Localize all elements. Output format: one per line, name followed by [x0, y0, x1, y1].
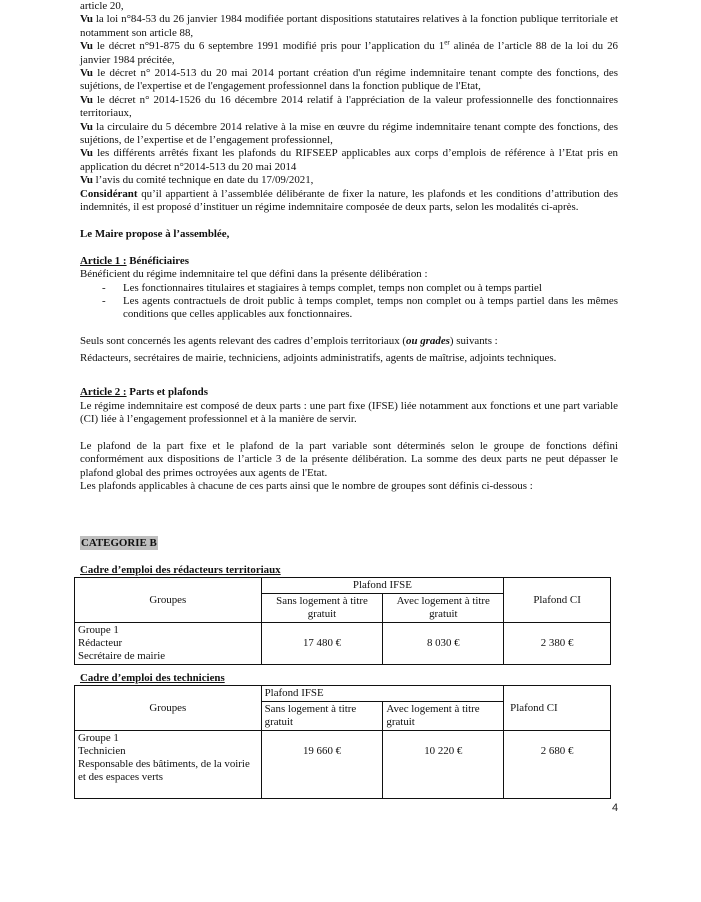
concerned-agents: Seuls sont concernés les agents relevant des cadres d’emplois territoriaux (ou grades) suivants :: [80, 335, 498, 348]
table-1-caption: Cadre d’emploi des rédacteurs territoriaux: [80, 564, 281, 576]
beneficiaries-list: [80, 282, 618, 322]
category-b-highlight: CATEGORIE B: [81, 537, 157, 549]
header-plafond-ifse: Plafond IFSE: [261, 578, 504, 594]
preamble-vu-decret-2014-1526: Vu le décret n° 2014-1526 du 16 décembre 2014 relatif à l'appréciation de la valeur professionnelle des fonctionnaires territoriaux,: [80, 93, 618, 120]
article-2-heading: Article 2 : Parts et plafonds: [80, 386, 208, 399]
preamble-vu-decret-2014-513: Vu le décret n° 2014-513 du 20 mai 2014 portant création d'un régime indemnitaire tenant compte des fonctions, des sujétions, de l'expertise et de l'engagement professionnel dans la fonction publique de l'Etat,: [80, 67, 618, 93]
header-groupes: Groupes: [75, 686, 262, 731]
list-item: - Les agents contractuels de droit public à temps complet, temps non complet ou à temps partiel dans les mêmes conditions que celles applicables aux fonctionnaires.: [102, 294, 618, 321]
techniciens-table: [74, 685, 611, 799]
preamble-vu-circulaire: Vu la circulaire du 5 décembre 2014 relative à la mise en œuvre du régime indemnitaire tenant compte des fonctions, des sujétions, de l’expertise et de l’engagement professionnel,: [80, 120, 618, 147]
header-avec-logement: Avec logement à titre gratuit: [383, 594, 504, 623]
header-sans-logement: Sans logement à titre gratuit: [261, 702, 383, 731]
header-plafond-ci: Plafond CI: [504, 578, 611, 623]
plafond-ci-value: 2 380 €: [504, 623, 611, 665]
plafond-ci-value: 2 680 €: [504, 731, 611, 799]
preamble-line-0: article 20,: [80, 0, 124, 12]
preamble-vu-decret-91-875: Vu le décret n°91-875 du 6 septembre 1991 modifié pris pour l’application du 1er alinéa de l’article 88 de la loi du 26 janvier 1984 précitée,: [80, 38, 618, 66]
avec-logement-value: 8 030 €: [383, 623, 504, 665]
sans-logement-value: 19 660 €: [261, 731, 383, 799]
article-2-p3: Les plafonds applicables à chacune de ces parts ainsi que le nombre de groupes sont définis ci-dessous :: [80, 480, 533, 493]
header-avec-logement: Avec logement à titre gratuit: [383, 702, 504, 731]
avec-logement-value: 10 220 €: [383, 731, 504, 799]
preamble-vu-loi-84-53: Vu la loi n°84-53 du 26 janvier 1984 modifiée portant dispositions statutaires relatives à la fonction publique territoriale et notamment son article 88,: [80, 13, 618, 39]
document-page: [80, 0, 618, 494]
maire-propose: Le Maire propose à l’assemblée,: [80, 227, 230, 240]
article-1-heading: Article 1 : Bénéficiaires: [80, 254, 189, 267]
header-plafond-ci: Plafond CI: [504, 686, 611, 731]
group-cell: Groupe 1 Rédacteur Secrétaire de mairie: [75, 623, 262, 665]
article-1-intro: Bénéficient du régime indemnitaire tel que défini dans la présente délibération :: [80, 268, 428, 281]
preamble-vu-arretes: Vu les différents arrêtés fixant les plafonds du RIFSEEP applicables aux corps d’emplois de référence à l’Etat pris en application du décret n°2014-513 du 20 mai 2014: [80, 147, 618, 173]
sans-logement-value: 17 480 €: [261, 623, 383, 665]
redacteurs-table: [74, 577, 611, 665]
article-2-p2: Le plafond de la part fixe et le plafond de la part variable sont déterminés selon le groupe de fonctions défini conformément aux dispositions de l’article 3 de la présente délibération. La somme des deux parts ne peut dépasser le plafond global des primes octroyées aux agents de l'Etat.: [80, 439, 618, 479]
group-cell: Groupe 1 Technicien Responsable des bâtiments, de la voirie et des espaces verts: [75, 731, 262, 799]
preamble-considerant: Considérant qu’il appartient à l’assemblée délibérante de fixer la nature, les plafonds et les conditions d’attribution des indemnités, il est proposé d’instituer un régime indemnitaire composée de deux parts, selon les modalités ci-après.: [80, 187, 618, 214]
table-row: [75, 623, 611, 665]
list-item: - Les fonctionnaires titulaires et stagiaires à temps complet, temps non complet ou à temps partiel: [102, 281, 542, 294]
grades-list: Rédacteurs, secrétaires de mairie, techniciens, adjoints administratifs, agents de maîtrise, adjoints techniques.: [80, 351, 557, 364]
preamble-vu-avis: Vu l’avis du comité technique en date du 17/09/2021,: [80, 174, 314, 187]
table-2-caption: Cadre d’emploi des techniciens: [80, 672, 225, 684]
header-sans-logement: Sans logement à titre gratuit: [261, 594, 383, 623]
header-plafond-ifse: Plafond IFSE: [261, 686, 504, 702]
header-groupes: Groupes: [75, 578, 262, 623]
table-row: [75, 731, 611, 799]
category-b-label: [80, 536, 158, 550]
article-2-p1: Le régime indemnitaire est composé de deux parts : une part fixe (IFSE) liée notamment aux fonctions et une part variable (CI) liée à l’engagement professionnel et à la manière de servir.: [80, 399, 618, 426]
page-number: 4: [612, 802, 619, 814]
